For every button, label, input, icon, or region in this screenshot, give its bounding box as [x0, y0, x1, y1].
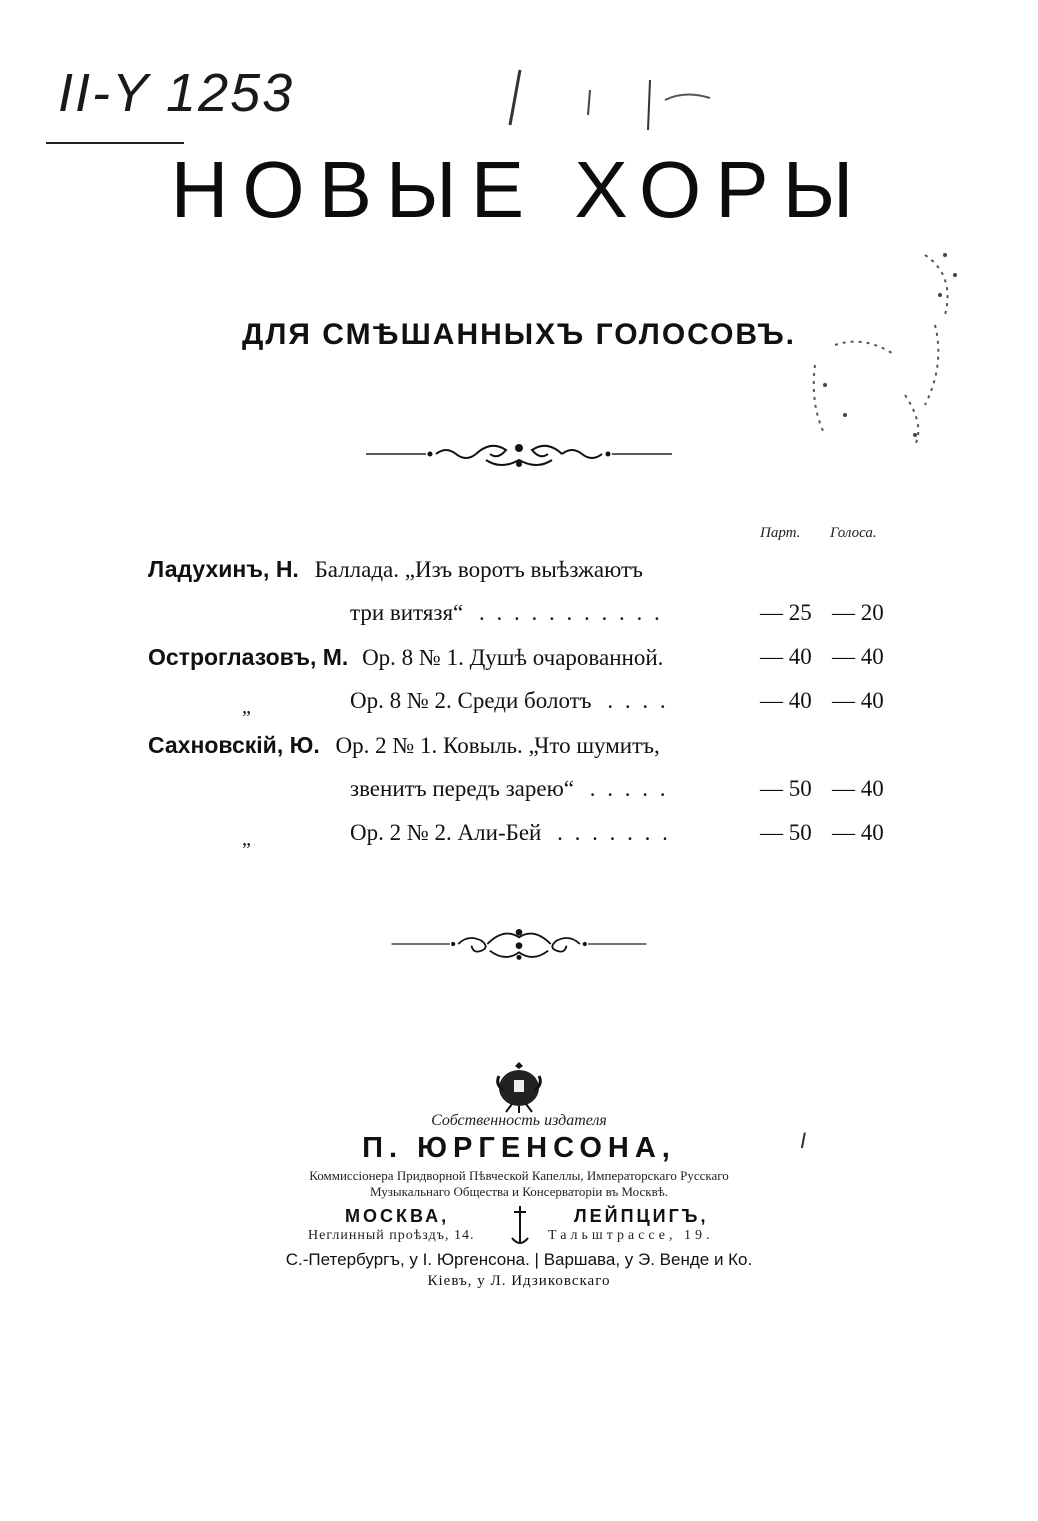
kiev-branch: Кіевъ, у Л. Идзиковскаго	[427, 1273, 611, 1289]
voices-price: — 40	[832, 644, 884, 669]
dot-leader: . . . . . . .	[557, 820, 671, 845]
voices-price: — 40	[832, 776, 884, 801]
voices-price: — 20	[832, 600, 884, 625]
composer-name: Остроглазовъ, М.	[148, 644, 349, 670]
list-item	[148, 732, 660, 759]
handwritten-scribble	[480, 60, 740, 140]
column-head-part: Парт.	[760, 525, 801, 541]
dot-leader: . . . . . . . . . . .	[479, 600, 663, 625]
property-line: Собственность издателя	[431, 1112, 607, 1129]
margin-mark: I	[800, 1128, 807, 1153]
work-title: Op. 8 № 2. Среди болотъ	[350, 688, 592, 713]
list-item	[350, 776, 669, 802]
ditto-mark: „	[242, 696, 251, 718]
address-leipzig: Тальштрассе, 19.	[548, 1228, 714, 1243]
work-title: Op. 2 № 1. Ковыль. „Что шумитъ,	[335, 733, 660, 758]
part-price: — 25	[760, 600, 812, 625]
list-item	[350, 820, 671, 846]
work-title: Баллада. „Изъ воротъ выѣзжаютъ	[314, 557, 643, 582]
work-title: три витязя“	[350, 600, 464, 625]
part-price: — 40	[760, 688, 812, 713]
work-title: Op. 2 № 2. Али-Бей	[350, 820, 542, 845]
anchor-icon	[510, 1204, 530, 1248]
handwritten-shelfmark: II-Y 1253	[58, 63, 295, 123]
ditto-mark: „	[242, 828, 251, 850]
list-item	[350, 600, 663, 626]
dot-leader: . . . . .	[589, 776, 669, 801]
voices-price: — 40	[832, 820, 884, 845]
part-price: — 50	[760, 776, 812, 801]
work-title: звенитъ передъ зарею“	[350, 776, 574, 801]
publisher-credentials-1: Коммиссіонера Придворной Пѣвческой Капеллы, Императорскаго Русскаго	[309, 1168, 729, 1183]
ornament-divider-top	[366, 434, 672, 474]
composer-name: Сахновскій, Ю.	[148, 732, 320, 758]
city-moscow: МОСКВА,	[345, 1206, 450, 1226]
double-headed-eagle-icon	[494, 1058, 544, 1114]
page-subtitle: ДЛЯ СМѢШАННЫХЪ ГОЛОСОВЪ.	[241, 318, 797, 351]
branches-line: С.-Петербургъ, у І. Юргенсона. | Варшава, у Э. Венде и Ко.	[285, 1250, 753, 1269]
ornament-divider-bottom	[366, 924, 672, 964]
publisher-name: П. ЮРГЕНСОНА,	[362, 1132, 676, 1164]
composer-name: Ладухинъ, Н.	[148, 556, 299, 582]
part-price: — 40	[760, 644, 812, 669]
dot-leader: . . . .	[607, 688, 669, 713]
part-price: — 50	[760, 820, 812, 845]
page-title: НОВЫЕ ХОРЫ	[170, 145, 868, 234]
publisher-credentials-2: Музыкальнаго Общества и Консерваторіи въ Москвѣ.	[369, 1184, 669, 1199]
list-item	[350, 688, 669, 714]
voices-price: — 40	[832, 688, 884, 713]
list-item	[148, 644, 663, 671]
address-moscow: Неглинный проѣздъ, 14.	[308, 1228, 475, 1243]
work-title: Op. 8 № 1. Душѣ очарованной.	[362, 645, 664, 670]
list-item	[148, 556, 643, 583]
column-head-voices: Голоса.	[830, 525, 877, 541]
city-leipzig: ЛЕЙПЦИГЪ,	[574, 1206, 709, 1226]
shelfmark-underline	[46, 142, 184, 144]
